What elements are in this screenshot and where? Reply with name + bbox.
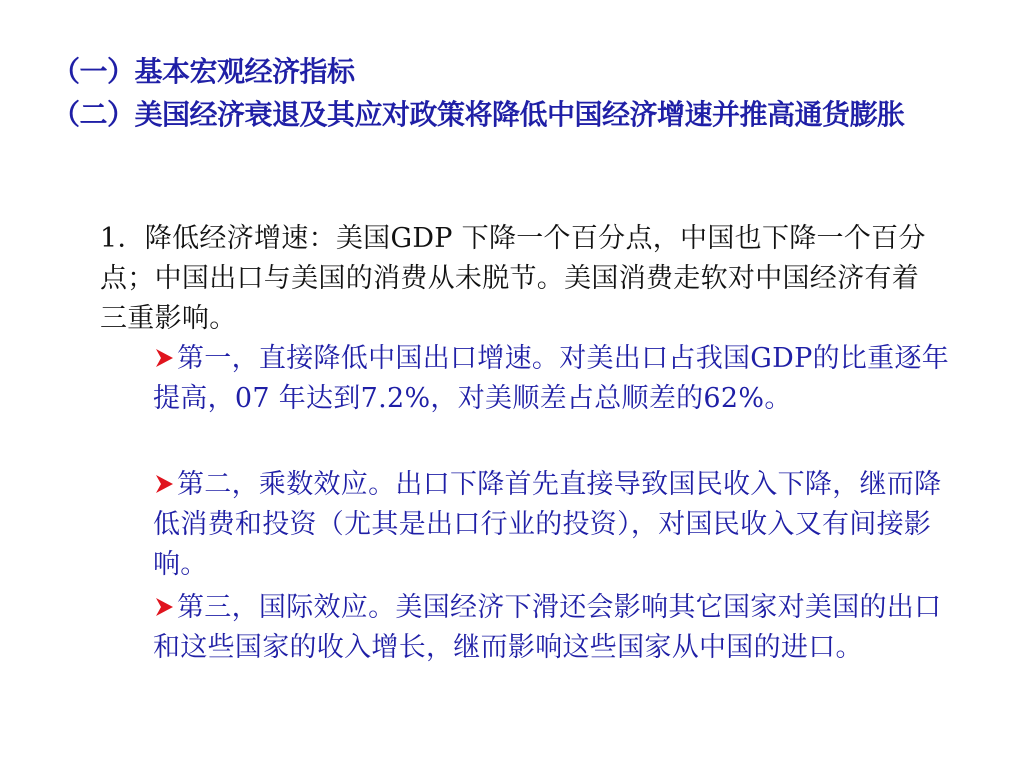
heading-2: （二）美国经济衰退及其应对政策将降低中国经济增速并推高通货膨胀 [52, 98, 905, 131]
bullet-3-text: 第三，国际效应。美国经济下滑还会影响其它国家对美国的出口和这些国家的收入增长，继而影响这些国家从中国的进口。 [153, 592, 942, 663]
bullet-item-3 [153, 588, 953, 668]
bullet-2-text: 第二，乘数效应。出口下降首先直接导致国民收入下降，继而降低消费和投资（尤其是出口行业的投资），对国民收入又有间接影响。 [153, 469, 942, 580]
point-1-paragraph: 1．降低经济增速：美国GDP 下降一个百分点，中国也下降一个百分点；中国出口与美国的消费从未脱节。美国消费走软对中国经济有着三重影响。 [100, 223, 926, 334]
arrow-bullet-icon [153, 590, 175, 612]
bullet-item-2 [153, 465, 953, 585]
bullet-1-text: 第一，直接降低中国出口增速。对美出口占我国GDP的比重逐年提高，07 年达到7.2%，对美顺差占总顺差的62%。 [153, 343, 950, 414]
heading-1: （一）基本宏观经济指标 [52, 55, 355, 88]
bullet-item-1 [153, 339, 953, 419]
arrow-bullet-icon [153, 341, 175, 363]
arrow-bullet-icon [153, 467, 175, 489]
